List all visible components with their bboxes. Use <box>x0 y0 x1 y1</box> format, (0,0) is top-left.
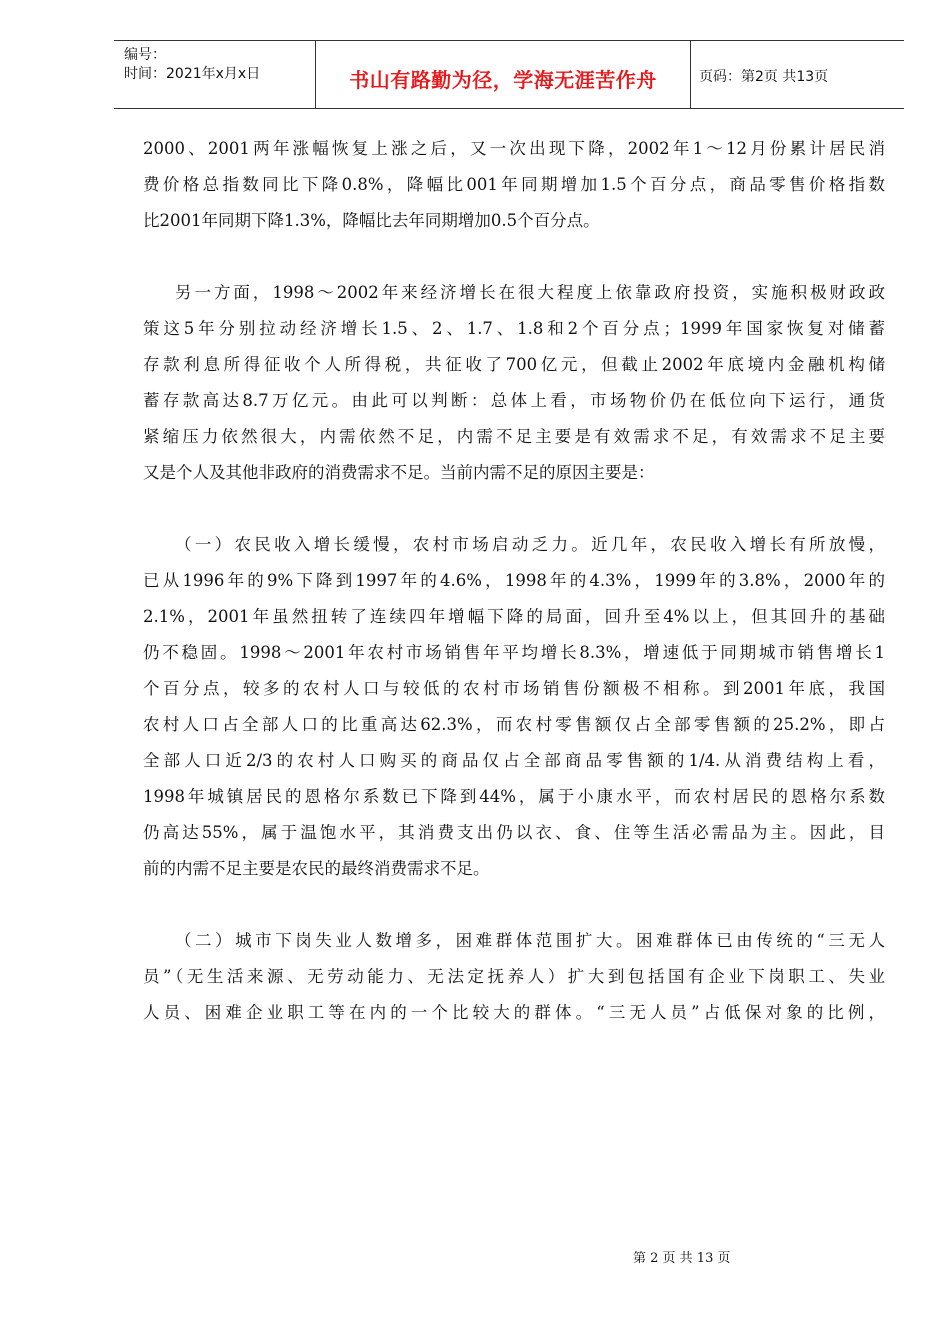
paragraph-4 <box>143 925 885 1033</box>
page-footer: 第 2 页 共 13 页 <box>633 1251 731 1266</box>
text-line: 费价格总指数同比下降0.8%，降幅比001年同期增加1.5个百分点，商品零售价格指数 <box>143 175 885 194</box>
paragraph-1 <box>143 133 885 241</box>
paragraph-gap <box>143 241 885 277</box>
page-header <box>114 40 904 109</box>
text-line: （二）城市下岗失业人数增多，困难群体范围扩大。困难群体已由传统的“三无人 <box>175 931 885 950</box>
text-line: 仍不稳固。1998～2001年农村市场销售年平均增长8.3%，增速低于同期城市销售增长1 <box>143 643 885 662</box>
document-number-label: 编号： <box>124 47 166 63</box>
text-line: 农村人口占全部人口的比重高达62.3%，而农村零售额仅占全部零售额的25.2%，即占 <box>143 715 885 734</box>
document-body <box>143 133 885 1033</box>
text-line: 前的内需不足主要是农民的最终消费需求不足。 <box>143 859 490 878</box>
header-motto: 书山有路勤为径，学海无涯苦作舟 <box>349 68 657 92</box>
paragraph-3 <box>143 529 885 889</box>
paragraph-gap <box>143 889 885 925</box>
header-page-cell <box>691 41 904 108</box>
text-line: 又是个人及其他非政府的消费需求不足。当前内需不足的原因主要是： <box>143 463 655 482</box>
text-line: 员”（无生活来源、无劳动能力、无法定抚养人）扩大到包括国有企业下岗职工、失业 <box>143 967 885 986</box>
text-line: 2.1%，2001年虽然扭转了连续四年增幅下降的局面，回升至4%以上，但其回升的基础 <box>143 607 885 626</box>
text-line: （一）农民收入增长缓慢，农村市场启动乏力。近几年，农民收入增长有所放慢， <box>175 535 885 554</box>
header-meta-cell <box>114 41 316 108</box>
text-line: 存款利息所得征收个人所得税，共征收了700亿元，但截止2002年底境内金融机构储 <box>143 355 885 374</box>
document-time-label: 时间：2021年x月x日 <box>124 66 261 82</box>
text-line: 2000、2001两年涨幅恢复上涨之后，又一次出现下降，2002年1～12月份累计居民消 <box>143 139 885 158</box>
text-line: 仍高达55%，属于温饱水平，其消费支出仍以衣、食、住等生活必需品为主。因此，目 <box>143 823 885 842</box>
header-page-number: 页码：第2页 共13页 <box>699 69 829 85</box>
text-line: 人员、困难企业职工等在内的一个比较大的群体。“三无人员”占低保对象的比例， <box>143 1003 885 1022</box>
text-line: 另一方面，1998～2002年来经济增长在很大程度上依靠政府投资，实施积极财政政 <box>175 283 885 302</box>
text-line: 已从1996年的9%下降到1997年的4.6%，1998年的4.3%，1999年的3.8%，2000年的 <box>143 571 885 590</box>
text-line: 紧缩压力依然很大，内需依然不足，内需不足主要是有效需求不足，有效需求不足主要 <box>143 427 885 446</box>
paragraph-2 <box>143 277 885 493</box>
header-motto-cell <box>316 41 691 108</box>
text-line: 全部人口近2/3的农村人口购买的商品仅占全部商品零售额的1/4.从消费结构上看， <box>143 751 885 770</box>
text-line: 1998年城镇居民的恩格尔系数已下降到44%，属于小康水平，而农村居民的恩格尔系数 <box>143 787 885 806</box>
text-line: 比2001年同期下降1.3%，降幅比去年同期增加0.5个百分点。 <box>143 211 600 230</box>
text-line: 个百分点，较多的农村人口与较低的农村市场销售份额极不相称。到2001年底，我国 <box>143 679 885 698</box>
text-line: 策这5年分别拉动经济增长1.5、2、1.7、1.8和2个百分点；1999年国家恢复对储蓄 <box>143 319 885 338</box>
text-line: 蓄存款高达8.7万亿元。由此可以判断：总体上看，市场物价仍在低位向下运行，通货 <box>143 391 885 410</box>
paragraph-gap <box>143 493 885 529</box>
